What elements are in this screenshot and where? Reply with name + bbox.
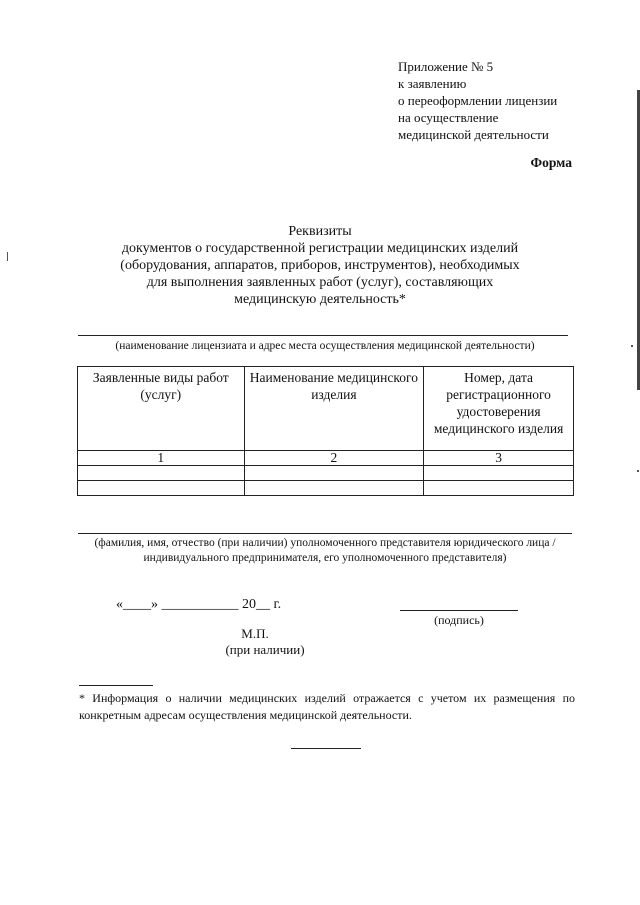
appendix-block <box>398 58 557 143</box>
table-number-row <box>78 451 574 466</box>
footnote: * Информация о наличии медицинских изделий отражается с учетом их размещения по конкретным адресам осуществления медицинской деятельности. <box>79 691 575 722</box>
column-header-registration: Номер, дата регистрационного удостоверения медицинского изделия <box>424 367 574 451</box>
title-line: документов о государственной регистрации медицинских изделий <box>121 241 519 256</box>
scan-mark <box>631 345 633 347</box>
table-header-row <box>78 367 574 451</box>
signature-caption: (подпись) <box>434 613 484 627</box>
signature-line[interactable] <box>400 610 518 611</box>
table-row <box>78 466 574 481</box>
appendix-line: медицинской деятельности <box>398 127 549 142</box>
representative-fill-line[interactable] <box>78 533 572 534</box>
stamp-note: (при наличии) <box>225 642 305 657</box>
column-number: 1 <box>78 451 245 466</box>
table-row <box>78 481 574 496</box>
date-field[interactable]: «____» ___________ 20__ г. <box>116 597 282 612</box>
form-label: Форма <box>530 155 572 170</box>
scan-mark <box>637 470 639 472</box>
column-number: 3 <box>424 451 574 466</box>
table-cell[interactable] <box>78 466 245 481</box>
table-cell[interactable] <box>424 466 574 481</box>
licensee-caption: (наименование лицензиата и адрес места осуществления медицинской деятельности) <box>115 340 535 352</box>
representative-caption-line: (фамилия, имя, отчество (при наличии) уполномоченного представителя юридического лица / <box>94 537 556 549</box>
representative-caption-line: индивидуального предпринимателя, его уполномоченного представителя) <box>143 552 507 564</box>
column-header-device-name: Наименование медицинского изделия <box>244 367 424 451</box>
title-line: Реквизиты <box>288 224 352 239</box>
title-line: (оборудования, аппаратов, приборов, инструментов), необходимых <box>120 258 520 273</box>
title-line: медицинскую деятельность* <box>234 292 406 307</box>
end-rule <box>291 748 361 749</box>
stamp-label: М.П. <box>241 626 269 641</box>
appendix-line: к заявлению <box>398 76 467 91</box>
devices-table <box>77 366 574 496</box>
appendix-line: о переоформлении лицензии <box>398 93 558 108</box>
scan-mark <box>7 252 8 261</box>
footnote-separator <box>79 685 153 686</box>
table-cell[interactable] <box>244 466 424 481</box>
licensee-fill-line[interactable] <box>78 335 568 336</box>
appendix-line: Приложение № 5 <box>398 59 494 74</box>
column-header-services: Заявленные виды работ (услуг) <box>78 367 245 451</box>
title-line: для выполнения заявленных работ (услуг), составляющих <box>146 275 494 290</box>
document-title <box>80 223 560 308</box>
table-cell[interactable] <box>244 481 424 496</box>
column-number: 2 <box>244 451 424 466</box>
appendix-line: на осуществление <box>398 110 499 125</box>
table-cell[interactable] <box>424 481 574 496</box>
representative-caption <box>60 536 590 566</box>
table-cell[interactable] <box>78 481 245 496</box>
